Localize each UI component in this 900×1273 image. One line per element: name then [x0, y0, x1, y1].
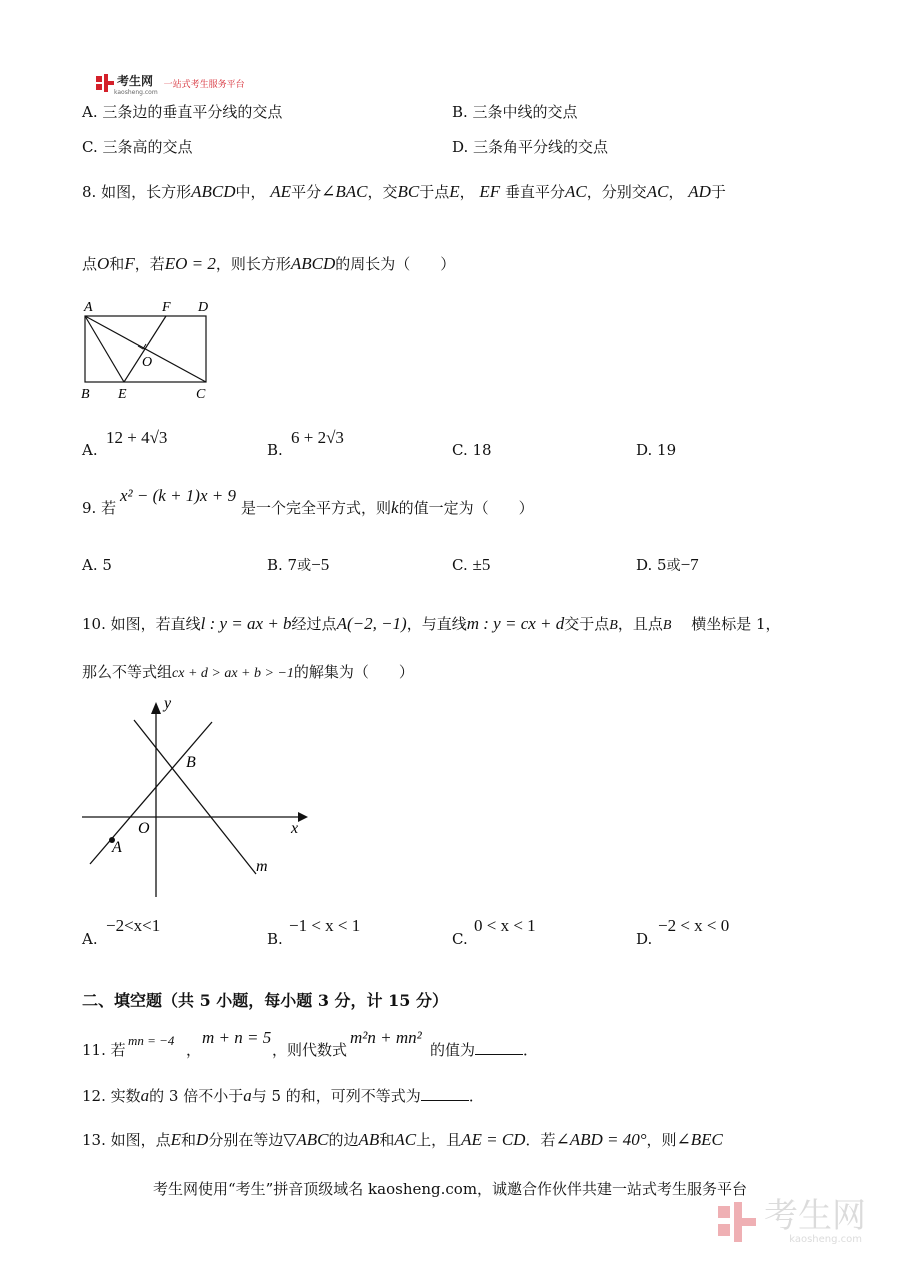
label-m: m — [256, 858, 268, 875]
line-l — [90, 722, 212, 864]
q11-prefix: 11. 若 — [82, 1041, 126, 1059]
q10-option-a-label: A. — [82, 930, 98, 948]
q11-answer-blank[interactable] — [475, 1040, 523, 1055]
label-f: F — [162, 300, 171, 315]
label-o: O — [142, 355, 153, 370]
label-a: A — [84, 300, 93, 315]
q8-option-b-label: B. — [267, 441, 283, 459]
q9-option-a: A. 5 — [82, 556, 112, 574]
q12-stem: 12. 实数a的 3 倍不小于a与 5 的和，可列不等式为 ． — [82, 1086, 484, 1105]
q11-expression: m²n + mn² — [350, 1028, 422, 1047]
q10-option-b-value: −1 < x < 1 — [289, 916, 361, 935]
line-m — [134, 720, 256, 874]
q11-comma: ， — [186, 1041, 202, 1059]
label-o: O — [138, 820, 150, 837]
segment-ae — [85, 316, 124, 382]
q9-expression: x² − (k + 1)x + 9 — [120, 486, 236, 505]
watermark-logo — [718, 1198, 866, 1245]
label-x: x — [291, 820, 299, 837]
logo-domain: kaosheng.com — [114, 89, 158, 96]
q13-stem: 13. 如图，点E和D分别在等边▽ABC的边AB和AC上，且AE = CD．若∠ABD = 40°，则∠BEC — [82, 1130, 723, 1149]
q10-option-a-value: −2<x<1 — [106, 916, 161, 935]
footer-text: 考生网使用“考生”拼音顶级域名 kaosheng.com，诚邀合作伙伴共建一站式考生服务平台 — [152, 1180, 748, 1198]
label-a: A — [112, 839, 122, 856]
q12-answer-blank[interactable] — [421, 1086, 469, 1101]
q11-sum: m + n = 5 — [202, 1028, 272, 1047]
q10-option-d-value: −2 < x < 0 — [658, 916, 730, 935]
q8-rectangle-figure — [76, 296, 221, 404]
label-y: y — [164, 695, 172, 712]
x-axis-arrow-icon — [298, 812, 308, 822]
watermark-mark-icon — [718, 1202, 758, 1242]
q8-option-a-label: A. — [82, 441, 98, 459]
logo-mark-icon — [96, 74, 114, 92]
q8-option-d: D. 19 — [636, 441, 677, 459]
q11-mn: mn = −4 — [128, 1033, 175, 1048]
q11-middle: ，则代数式 — [272, 1041, 348, 1059]
label-b: B — [81, 387, 90, 402]
q8-option-c: C. 18 — [452, 441, 492, 459]
q7-option-a: A. 三条边的垂直平分线的交点 — [82, 103, 283, 121]
section-title-fill-in: 二、填空题（共 5 小题，每小题 3 分，计 15 分） — [82, 991, 448, 1010]
q7-option-c: C. 三条高的交点 — [82, 138, 193, 156]
q10-option-c-value: 0 < x < 1 — [474, 916, 536, 935]
q9-option-c: C. ±5 — [452, 555, 491, 574]
watermark-brand: 考生网 — [764, 1196, 866, 1236]
q8-stem-line1: 8. 如图，长方形ABCD中， AE平分∠BAC，交BC于点E， EF 垂直平分AC，分别交AC， AD于 — [82, 182, 726, 201]
label-e: E — [118, 387, 127, 402]
q8-stem-line2: 点O和F，若EO = 2，则长方形ABCD的周长为（ ） — [82, 254, 456, 273]
q10-option-c-label: C. — [452, 930, 468, 948]
q9-stem: 是一个完全平方式，则k的值一定为（ ） — [241, 498, 534, 517]
q7-option-d: D. 三条角平分线的交点 — [452, 138, 609, 156]
q8-option-b-value: 6 + 2√3 — [291, 428, 344, 447]
logo-slogan: 一站式考生服务平台 — [163, 79, 245, 90]
label-c: C — [196, 387, 206, 402]
q10-stem-line1: 10. 如图，若直线l : y = ax + b经过点A(−2, −1)，与直线m : y = cx + d交于点B，且点B 横坐标是 1， — [82, 614, 781, 633]
q10-stem-line2: 那么不等式组cx + d > ax + b > −1的解集为（ ） — [82, 663, 414, 681]
q9-option-b: B. 7或−5 — [267, 555, 330, 574]
segment-ef — [124, 316, 166, 382]
q7-option-b: B. 三条中线的交点 — [452, 103, 578, 121]
watermark-domain: kaosheng.com — [789, 1234, 862, 1245]
q10-option-b-label: B. — [267, 930, 283, 948]
header-logo — [96, 72, 245, 94]
q10-option-d-label: D. — [636, 930, 653, 948]
label-b: B — [186, 754, 196, 771]
q9-option-d: D. 5或−7 — [636, 555, 699, 574]
q8-option-a-value: 12 + 4√3 — [106, 428, 168, 447]
logo-brand: 考生网 — [117, 74, 154, 88]
label-d: D — [198, 300, 209, 315]
q10-coordinate-figure — [76, 692, 316, 904]
q9-prefix: 9. 若 — [82, 499, 117, 517]
y-axis-arrow-icon — [151, 702, 161, 714]
q11-suffix: 的值为 ． — [430, 1041, 539, 1059]
